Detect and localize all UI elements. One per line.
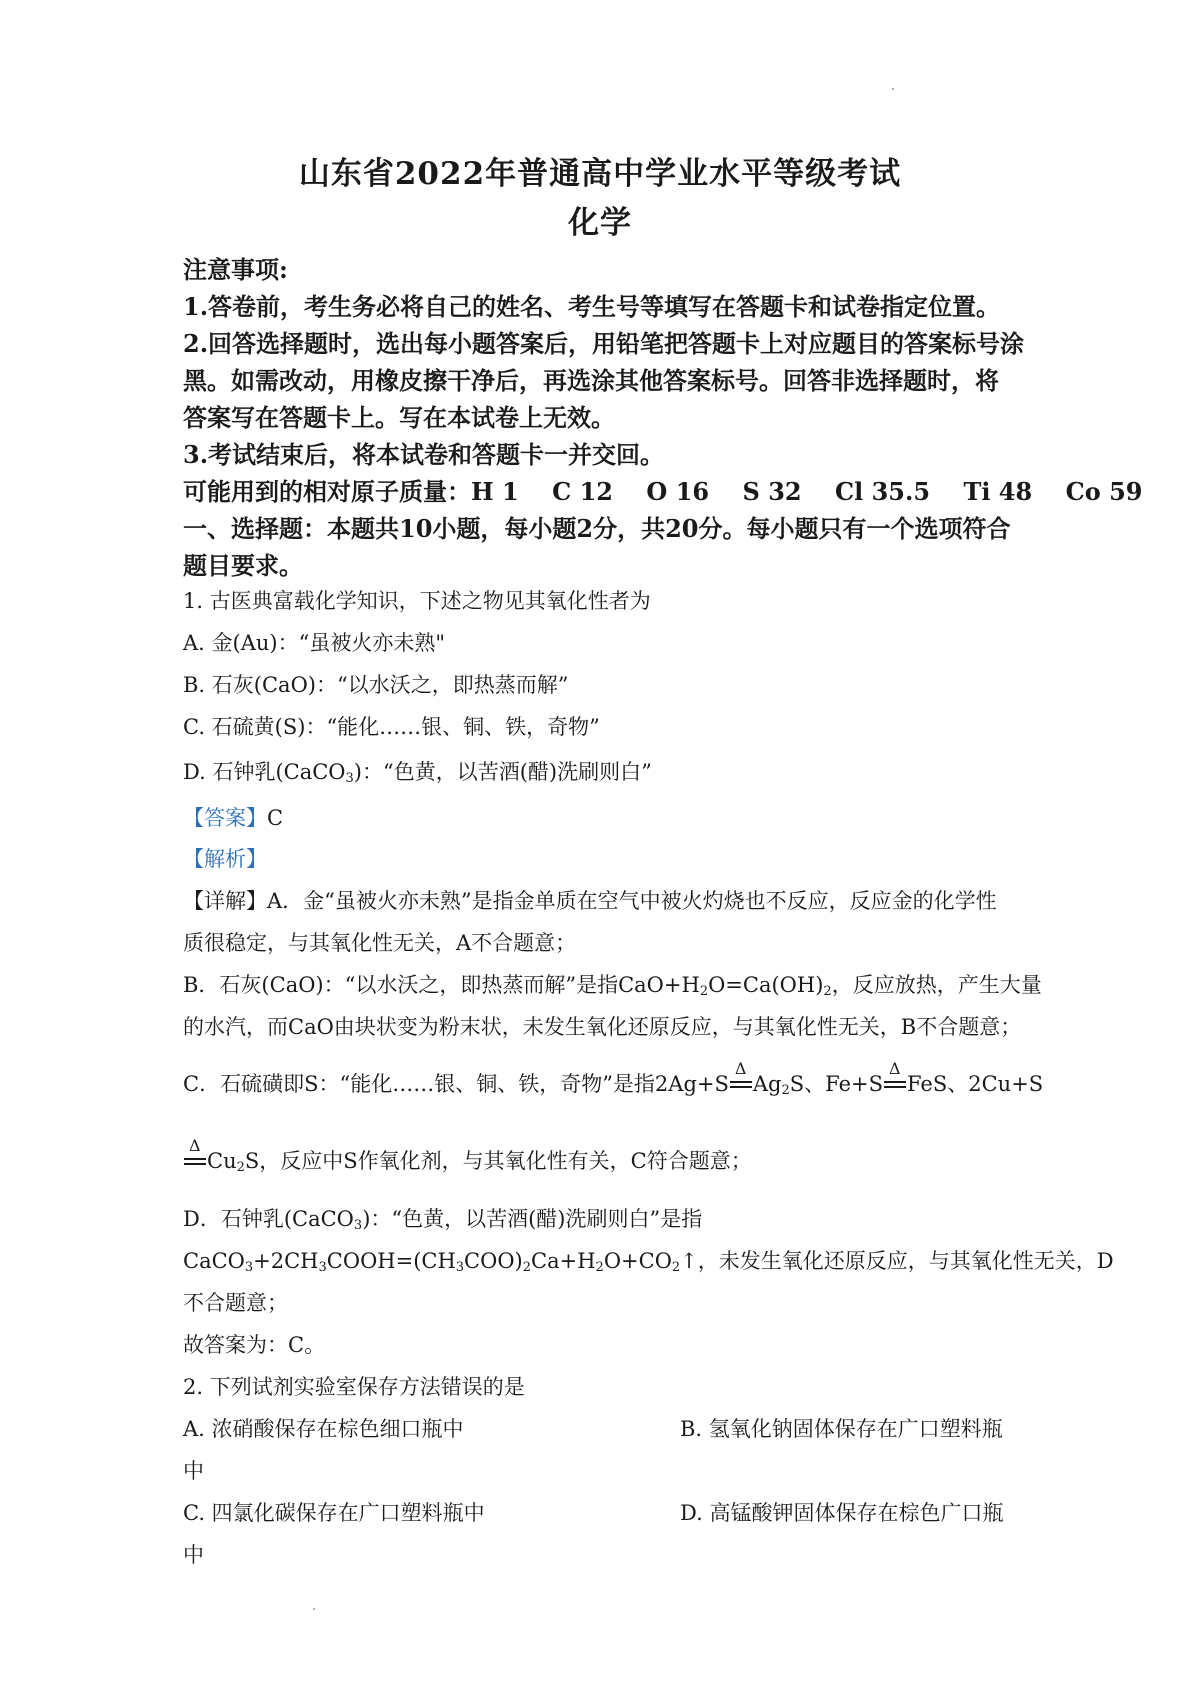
- heat-equals-sign: Δ: [730, 1075, 752, 1093]
- heat-equals-sign: Δ: [884, 1075, 906, 1093]
- notice-item-3: 3.考试结束后，将本试卷和答题卡一并交回。: [183, 440, 665, 469]
- q1-option-c: C. 石硫黄(S)：“能化……银、铜、铁，奇物”: [183, 715, 600, 739]
- answer-value: C: [267, 806, 284, 830]
- q1-option-a: A. 金(Au)：“虽被火亦未熟": [183, 631, 445, 655]
- detail-a-cont: 质很稳定，与其氧化性无关，A不合题意；: [183, 931, 577, 955]
- answer-line: [183, 802, 283, 832]
- exam-title: 山东省2022年普通高中学业水平等级考试: [298, 156, 902, 192]
- section-heading: 一、选择题：本题共10小题，每小题2分，共20分。每小题只有一个选项符合: [183, 514, 1011, 543]
- scan-speck: [313, 1608, 315, 1610]
- atomic-mass-line: 可能用到的相对原子质量：H 1 C 12 O 16 S 32 Cl 35.5 Ti 48 Co 59: [183, 477, 1143, 506]
- q2-option-d: D. 高锰酸钾固体保存在棕色广口瓶: [680, 1501, 1004, 1525]
- notice-item-1: 1.答卷前，考生务必将自己的姓名、考生号等填写在答题卡和试卷指定位置。: [183, 292, 1001, 321]
- answer-tag: 【答案】: [183, 806, 267, 830]
- heat-equals-sign: Δ: [184, 1152, 206, 1170]
- notice-item-2: 2.回答选择题时，选出每小题答案后，用铅笔把答题卡上对应题目的答案标号涂: [183, 329, 1025, 358]
- q1-option-d: D. 石钟乳(CaCO$_3$)：“色黄，以苦酒(醋)洗刷则白”: [183, 760, 652, 786]
- scan-speck: [892, 88, 894, 90]
- conclusion: 故答案为：C。: [183, 1333, 326, 1357]
- detail-b-cont: 的水汽，而CaO由块状变为粉末状，未发生氧化还原反应，与其氧化性无关，B不合题意；: [183, 1015, 1022, 1039]
- q2-option-d-cont: 中: [183, 1543, 204, 1567]
- section-heading-cont: 题目要求。: [183, 551, 303, 580]
- detail-b: B．石灰(CaO)：“以水沃之，即热蒸而解”是指$CaO+H_2O=Ca(OH)_2$，反应放热，产生大量: [183, 973, 1042, 999]
- notice-item-2-cont: 答案写在答题卡上。写在本试卷上无效。: [183, 403, 615, 432]
- detail-d: D．石钟乳(CaCO$_3$)：“色黄，以苦酒(醋)洗刷则白”是指: [183, 1207, 703, 1233]
- q2-option-b-cont: 中: [183, 1459, 204, 1483]
- detail-c-cont: Δ $Cu_2S$，反应中S作氧化剂，与其氧化性有关，C符合题意；: [183, 1145, 752, 1175]
- question-1-stem: 1. 古医典富载化学知识，下述之物见其氧化性者为: [183, 589, 651, 613]
- notice-item-2-cont: 黑。如需改动，用橡皮擦干净后，再选涂其他答案标号。回答非选择题时，将: [183, 366, 999, 395]
- detail-d-cont: 不合题意；: [183, 1291, 288, 1315]
- q2-option-b: B. 氢氧化钠固体保存在广口塑料瓶: [680, 1417, 1003, 1441]
- analysis-tag: 【解析】: [183, 847, 267, 871]
- q2-option-a: A. 浓硝酸保存在棕色细口瓶中: [183, 1417, 464, 1441]
- question-2-stem: 2. 下列试剂实验室保存方法错误的是: [183, 1375, 525, 1399]
- notice-heading: 注意事项:: [183, 255, 288, 284]
- detail-c: C．石硫磺即S：“能化……银、铜、铁，奇物”是指2Ag+S Δ $Ag_2S$、Fe+S Δ FeS、2Cu+S: [183, 1059, 1044, 1098]
- subject-title: 化学: [568, 205, 632, 241]
- q2-option-c: C. 四氯化碳保存在广口塑料瓶中: [183, 1501, 485, 1525]
- q1-option-b: B. 石灰(CaO)：“以水沃之，即热蒸而解”: [183, 673, 569, 697]
- detail-a: 【详解】A．金“虽被火亦未熟”是指金单质在空气中被火灼烧也不反应，反应金的化学性: [183, 889, 997, 913]
- detail-d-equation: $CaCO_3+2CH_3COOH=(CH_3COO)_2Ca+H_2O+CO_2↑$，未发生氧化还原反应，与其氧化性无关，D: [183, 1249, 1114, 1275]
